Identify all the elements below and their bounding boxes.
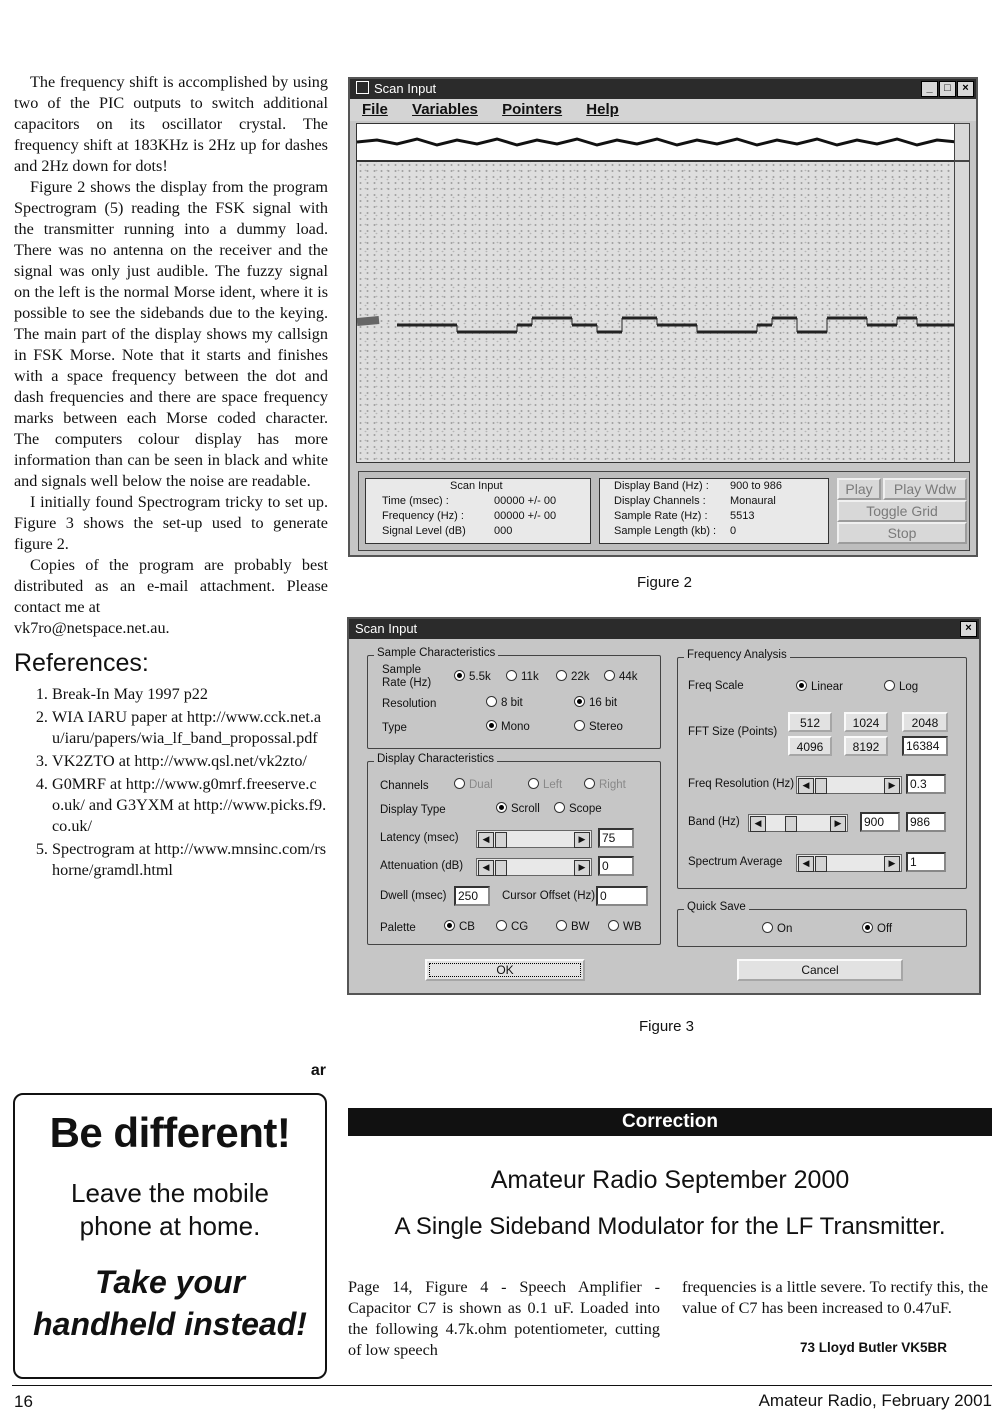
- advert-subtext: Leave the mobile phone at home.: [70, 1178, 270, 1241]
- display-type-label: Display Type: [380, 804, 446, 816]
- menu-help[interactable]: Help: [586, 101, 619, 118]
- fft-4096-button[interactable]: 4096: [788, 736, 832, 756]
- figure3-caption: Figure 3: [639, 1018, 695, 1035]
- contact-email: vk7ro@netspace.net.au.: [14, 619, 170, 637]
- fft-size-field[interactable]: 16384: [902, 736, 948, 756]
- attenuation-slider[interactable]: ◀ ▶: [476, 858, 592, 876]
- quick-save-group: [677, 901, 967, 947]
- advert-box: [13, 1093, 327, 1379]
- time-value: 00000 +/- 00: [494, 495, 557, 507]
- scope-trace: [356, 123, 958, 161]
- sample-characteristics-group: [367, 647, 661, 749]
- stereo-radio[interactable]: Stereo: [574, 720, 623, 733]
- palette-bw-radio[interactable]: BW: [556, 920, 590, 933]
- sample-length-label: Sample Length (kb) :: [614, 525, 717, 537]
- palette-cb-radio[interactable]: CB: [444, 920, 475, 933]
- log-radio[interactable]: Log: [884, 680, 918, 693]
- publication-footer: Amateur Radio, February 2001: [758, 1391, 992, 1410]
- figure3-titlebar: [349, 619, 979, 639]
- fft-size-label: FFT Size (Points): [688, 726, 778, 738]
- correction-subtitle: A Single Sideband Modulator for the LF Transmitter.: [394, 1213, 946, 1240]
- 8bit-radio[interactable]: 8 bit: [486, 696, 523, 709]
- window-title: Scan Input: [374, 81, 437, 96]
- reference-item: 4. G0MRF at http://www.g0mrf.freeserve.co.uk/ and G3YXM at http://www.picks.f9.co.uk/: [52, 774, 328, 837]
- sample-rate-label: Sample Rate (Hz) :: [614, 510, 708, 522]
- palette-wb-radio[interactable]: WB: [608, 920, 642, 933]
- rate-11k-radio[interactable]: 11k: [506, 670, 539, 683]
- left-radio[interactable]: Left: [528, 778, 562, 791]
- band-high-field[interactable]: 986: [906, 812, 946, 832]
- spectrogram-scrollbar[interactable]: [954, 161, 970, 463]
- linear-radio[interactable]: Linear: [796, 680, 843, 693]
- sample-rate-label: Sample Rate (Hz): [382, 664, 432, 689]
- latency-label: Latency (msec): [380, 832, 459, 844]
- dwell-field[interactable]: 250: [454, 886, 490, 906]
- frequency-analysis-group: [677, 649, 967, 889]
- group-title: Frequency Analysis: [684, 649, 790, 661]
- sample-length-value: 0: [730, 525, 737, 537]
- menu-file[interactable]: File: [362, 101, 388, 118]
- spectrum-average-slider[interactable]: ◀ ▶: [796, 854, 902, 872]
- frequency-label: Frequency (Hz) :: [382, 510, 464, 522]
- palette-label: Palette: [380, 922, 416, 934]
- rate-5-5k-radio[interactable]: 5.5k: [454, 670, 491, 683]
- latency-field[interactable]: 75: [598, 828, 634, 848]
- ok-button[interactable]: OK: [425, 959, 585, 981]
- cancel-button[interactable]: Cancel: [737, 959, 903, 981]
- group-title: Quick Save: [684, 901, 749, 913]
- band-label: Band (Hz): [688, 816, 740, 828]
- rate-22k-radio[interactable]: 22k: [556, 670, 590, 683]
- signal-level-value: 000: [494, 525, 513, 537]
- figure2-titlebar: [350, 79, 976, 99]
- time-label: Time (msec) :: [382, 495, 449, 507]
- band-slider[interactable]: ◀ ▶: [748, 814, 848, 832]
- quick-save-off-radio[interactable]: Off: [862, 922, 892, 935]
- correction-column-1: Page 14, Figure 4 - Speech Amplifier - Capacitor C7 is shown as 0.1 uF. Loaded into the following 4.7k.ohm potentiometer, cutting of low speech: [348, 1278, 660, 1359]
- signal-level-label: Signal Level (dB): [382, 525, 466, 537]
- scope-waveform: [357, 124, 957, 160]
- scan-input-panel: [365, 478, 591, 544]
- maximize-icon[interactable]: □: [939, 81, 956, 97]
- dwell-label: Dwell (msec): [380, 890, 447, 902]
- rate-44k-radio[interactable]: 44k: [604, 670, 638, 683]
- menu-variables[interactable]: Variables: [412, 101, 478, 118]
- paragraph-1: The frequency shift is accomplished by using two of the PIC outputs to switch additional capacitors on its oscillator crystal. The frequency shift at 183KHz is 2Hz up for dashes and 2Hz down for dots!: [14, 73, 328, 175]
- channels-label: Channels: [380, 780, 429, 792]
- 16bit-radio[interactable]: 16 bit: [574, 696, 617, 709]
- sample-rate-value: 5513: [730, 510, 755, 522]
- dual-radio[interactable]: Dual: [454, 778, 493, 791]
- reference-item: 3. VK2ZTO at http://www.qsl.net/vk2zto/: [52, 751, 328, 772]
- reference-item: 1. Break-In May 1997 p22: [52, 684, 328, 705]
- cursor-offset-label: Cursor Offset (Hz): [502, 890, 596, 902]
- advert-tagline: Take your handheld instead!: [33, 1264, 307, 1342]
- spectrum-average-label: Spectrum Average: [688, 856, 783, 868]
- menu-pointers[interactable]: Pointers: [502, 101, 563, 118]
- display-info-panel: [599, 478, 829, 544]
- article-left-column: [14, 72, 328, 883]
- paragraph-4: Copies of the program are probably best distributed as an e-mail attachment. Please contact me at: [14, 556, 328, 616]
- reference-item: 2. WIA IARU paper at http://www.cck.net.au/iaru/papers/wia_lf_band_propossal.pdf: [52, 707, 328, 749]
- correction-banner: Correction: [348, 1108, 992, 1136]
- cursor-offset-field[interactable]: 0: [596, 886, 648, 906]
- display-characteristics-group: [367, 753, 661, 945]
- display-channels-label: Display Channels :: [614, 495, 706, 507]
- type-label: Type: [382, 722, 407, 734]
- fsk-trace: [357, 162, 957, 462]
- references-heading: References:: [14, 649, 149, 677]
- group-title: Sample Characteristics: [374, 647, 498, 659]
- scan-input-heading: Scan Input: [450, 480, 503, 492]
- close-icon[interactable]: ×: [960, 621, 977, 637]
- freq-resolution-slider[interactable]: ◀ ▶: [796, 776, 902, 794]
- scope-radio[interactable]: Scope: [554, 802, 602, 815]
- freq-resolution-label: Freq Resolution (Hz): [688, 778, 795, 790]
- display-band-value: 900 to 986: [730, 480, 782, 492]
- correction-column-2: frequencies is a little severe. To rectify this, the value of C7 has been increased to 0.47uF.: [682, 1278, 989, 1317]
- fft-2048-button[interactable]: 2048: [902, 712, 948, 732]
- toggle-grid-button[interactable]: Toggle Grid: [837, 500, 967, 522]
- correction-signature: 73 Lloyd Butler VK5BR: [800, 1340, 948, 1355]
- figure3-window: [347, 617, 981, 995]
- resolution-label: Resolution: [382, 698, 437, 710]
- page-number: 16: [14, 1392, 33, 1411]
- figure2-menubar: [350, 99, 976, 121]
- attenuation-field[interactable]: 0: [598, 856, 634, 876]
- figure2-caption: Figure 2: [637, 574, 693, 591]
- spectrogram-display: [356, 161, 958, 463]
- display-channels-value: Monaural: [730, 495, 776, 507]
- play-window-button[interactable]: Play Wdw: [883, 478, 967, 500]
- figure2-window: [348, 77, 978, 557]
- band-low-field[interactable]: 900: [860, 812, 900, 832]
- fft-8192-button[interactable]: 8192: [844, 736, 888, 756]
- attenuation-label: Attenuation (dB): [380, 860, 464, 872]
- minimize-icon[interactable]: _: [921, 81, 938, 97]
- article-end-mark: ar: [310, 1062, 326, 1079]
- window-icon: [356, 81, 369, 94]
- scroll-radio[interactable]: Scroll: [496, 802, 540, 815]
- quick-save-on-radio[interactable]: On: [762, 922, 792, 935]
- fft-1024-button[interactable]: 1024: [844, 712, 888, 732]
- stop-button[interactable]: Stop: [837, 522, 967, 544]
- references-list: [14, 684, 328, 881]
- close-icon[interactable]: ×: [957, 81, 974, 97]
- spectrum-average-field[interactable]: 1: [906, 852, 946, 872]
- advert-headline: Be different!: [49, 1109, 291, 1156]
- freq-resolution-field[interactable]: 0.3: [906, 774, 946, 794]
- play-button[interactable]: Play: [837, 478, 881, 500]
- paragraph-2: Figure 2 shows the display from the program Spectrogram (5) reading the FSK signal with the transmitter running into a dummy load. There was no antenna on the receiver and the signal was only just audible. The fuzzy signal on the left is the normal Morse ident, where it is possible to see the sidebands due to the keying. The main part of the display shows my callsign in FSK Morse. Note that it starts and finishes with a space frequency between the dot and dash frequencies and there are space frequency marks between each Morse coded character. The computers colour display has more information than can be seen in black and white and signals well below the noise are readable.: [14, 178, 328, 490]
- latency-slider[interactable]: ◀ ▶: [476, 830, 592, 848]
- right-radio[interactable]: Right: [584, 778, 626, 791]
- mono-radio[interactable]: Mono: [486, 720, 530, 733]
- scope-scrollbar[interactable]: [954, 123, 970, 161]
- window-title: Scan Input: [355, 621, 418, 636]
- footer-rule: [12, 1385, 992, 1386]
- frequency-value: 00000 +/- 00: [494, 510, 557, 522]
- reference-item: 5. Spectrogram at http://www.mnsinc.com/rshorne/gramdl.html: [52, 839, 328, 881]
- group-title: Display Characteristics: [374, 753, 497, 765]
- paragraph-3: I initially found Spectrogram tricky to set up. Figure 3 shows the set-up used to generate figure 2.: [14, 493, 328, 553]
- correction-title: Amateur Radio September 2000: [490, 1166, 850, 1194]
- display-band-label: Display Band (Hz) :: [614, 480, 709, 492]
- palette-cg-radio[interactable]: CG: [496, 920, 528, 933]
- fft-512-button[interactable]: 512: [788, 712, 832, 732]
- status-area: [358, 471, 970, 551]
- freq-scale-label: Freq Scale: [688, 680, 744, 692]
